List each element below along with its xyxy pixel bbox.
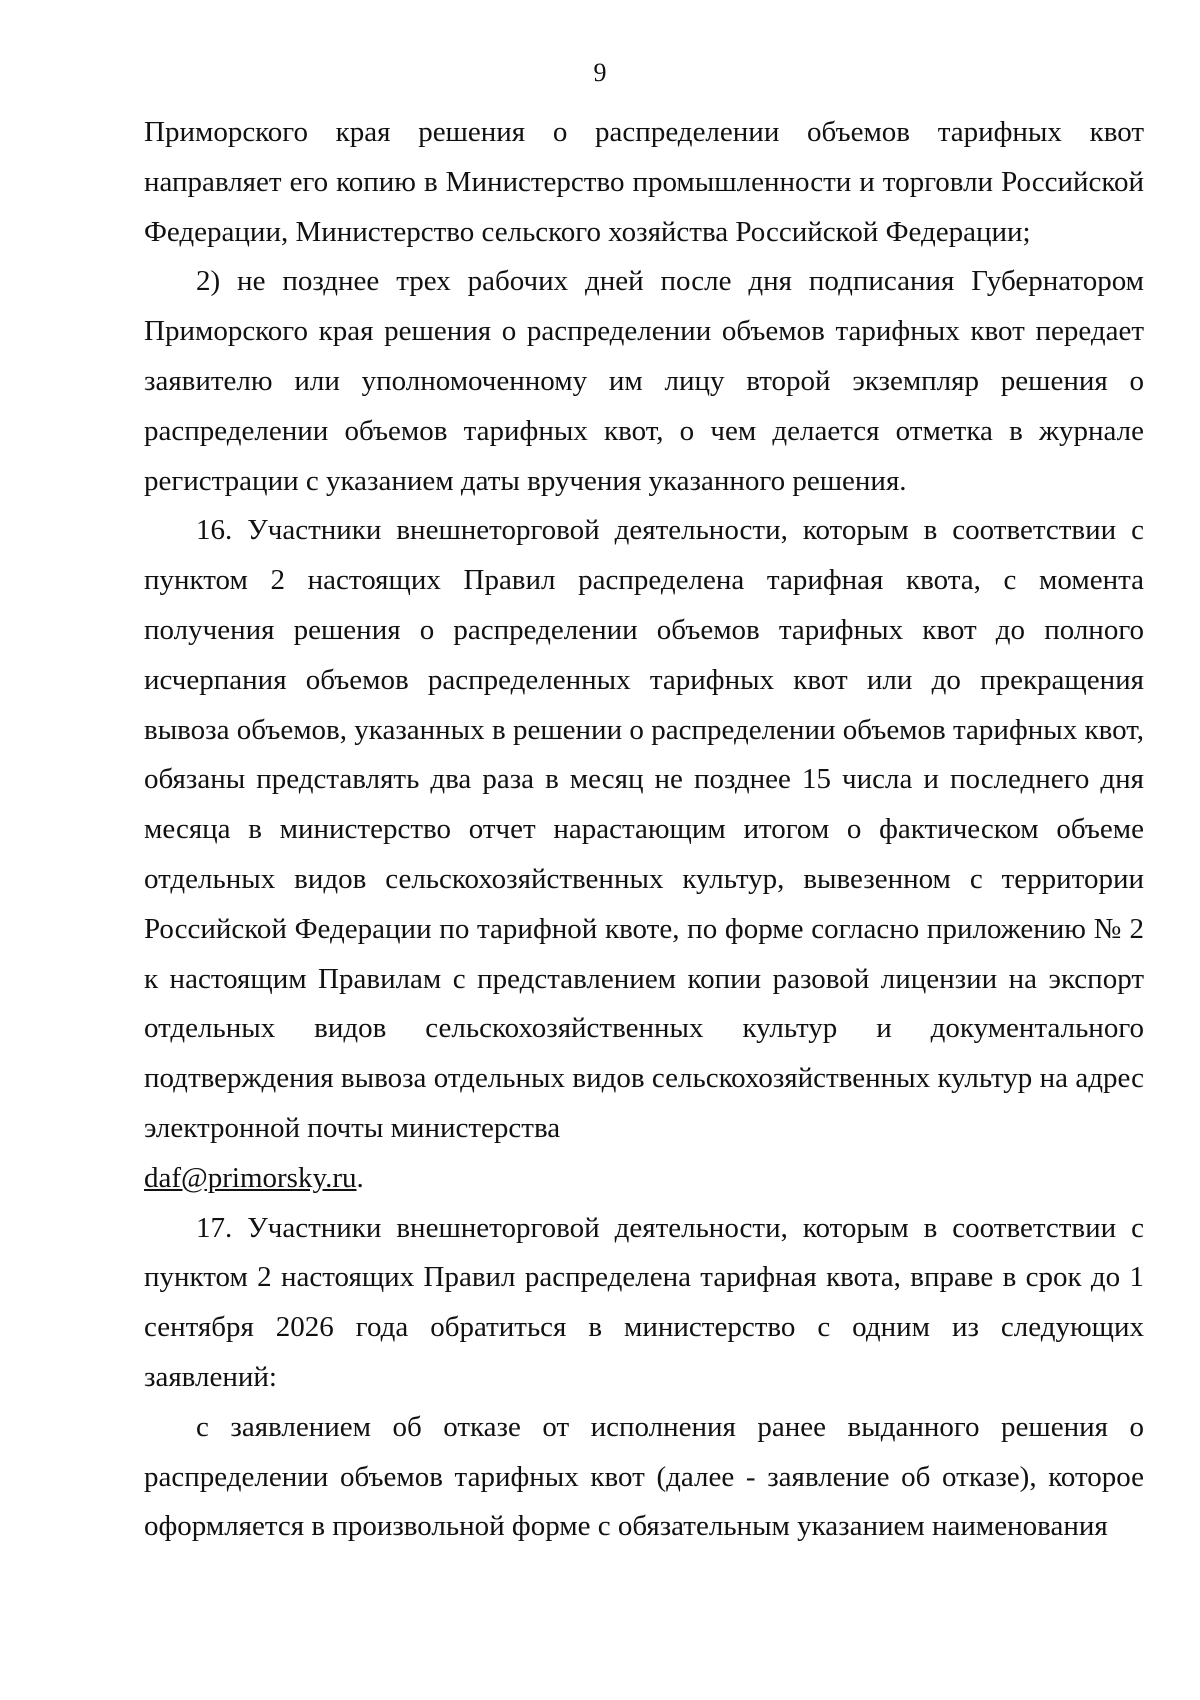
page-number: 9 — [593, 58, 607, 87]
paragraph-clause-17: 17. Участники внешнеторговой деятельности, которым в соответствии с пунктом 2 настоящих Правил распределена тарифная квота, вправе в срок до 1 сентября 2026 года обратиться в министерство с одним из следующих заявлений: — [144, 1211, 1144, 1393]
paragraph-continuation: Приморского края решения о распределении объемов тарифных квот направляет его копию в Министерство промышленности и торговли Российской Федерации, Министерство сельского хозяйства Российской Федерации; — [144, 116, 1144, 248]
clause-16-tail: . — [356, 1161, 364, 1194]
document-body — [144, 108, 1144, 1552]
paragraph-refusal-statement: с заявлением об отказе от исполнения ранее выданного решения о распределении объемов тарифных квот (далее - заявление об отказе), которое оформляется в произвольной форме с обязательным указанием наименования — [144, 1410, 1144, 1543]
email-link[interactable]: daf@primorsky.ru — [144, 1161, 357, 1194]
clause-16-text: 16. Участники внешнеторговой деятельности, которым в соответствии с пунктом 2 настоящих Правил распределена тарифная квота, с момента получения решения о распределении объемов тарифных квот до полного исчерпания объемов распределенных тарифных квот или до прекращения вывоза объемов, указанных в решении о распределении объемов тарифных квот, обязаны представлять два раза в месяц не позднее 15 числа и последнего дня месяца в министерство отчет нарастающим итогом о фактическом объеме отдельных видов сельскохозяйственных культур, вывезенном с территории Российской Федерации по тарифной квоте, по форме согласно приложению № 2 к настоящим Правилам с представлением копии разовой лицензии на экспорт отдельных видов сельскохозяйственных культур и документального подтверждения вывоза отдельных видов сельскохозяйственных культур на адрес электронной почты министерства — [144, 514, 1144, 1144]
paragraph-clause-16 — [144, 506, 1144, 1203]
paragraph-item-2: 2) не позднее трех рабочих дней после дня подписания Губернатором Приморского края решения о распределении объемов тарифных квот передает заявителю или уполномоченному им лицу второй экземпляр решения о распределении объемов тарифных квот, о чем делается отметка в журнале регистрации с указанием даты вручения указанного решения. — [144, 265, 1144, 497]
